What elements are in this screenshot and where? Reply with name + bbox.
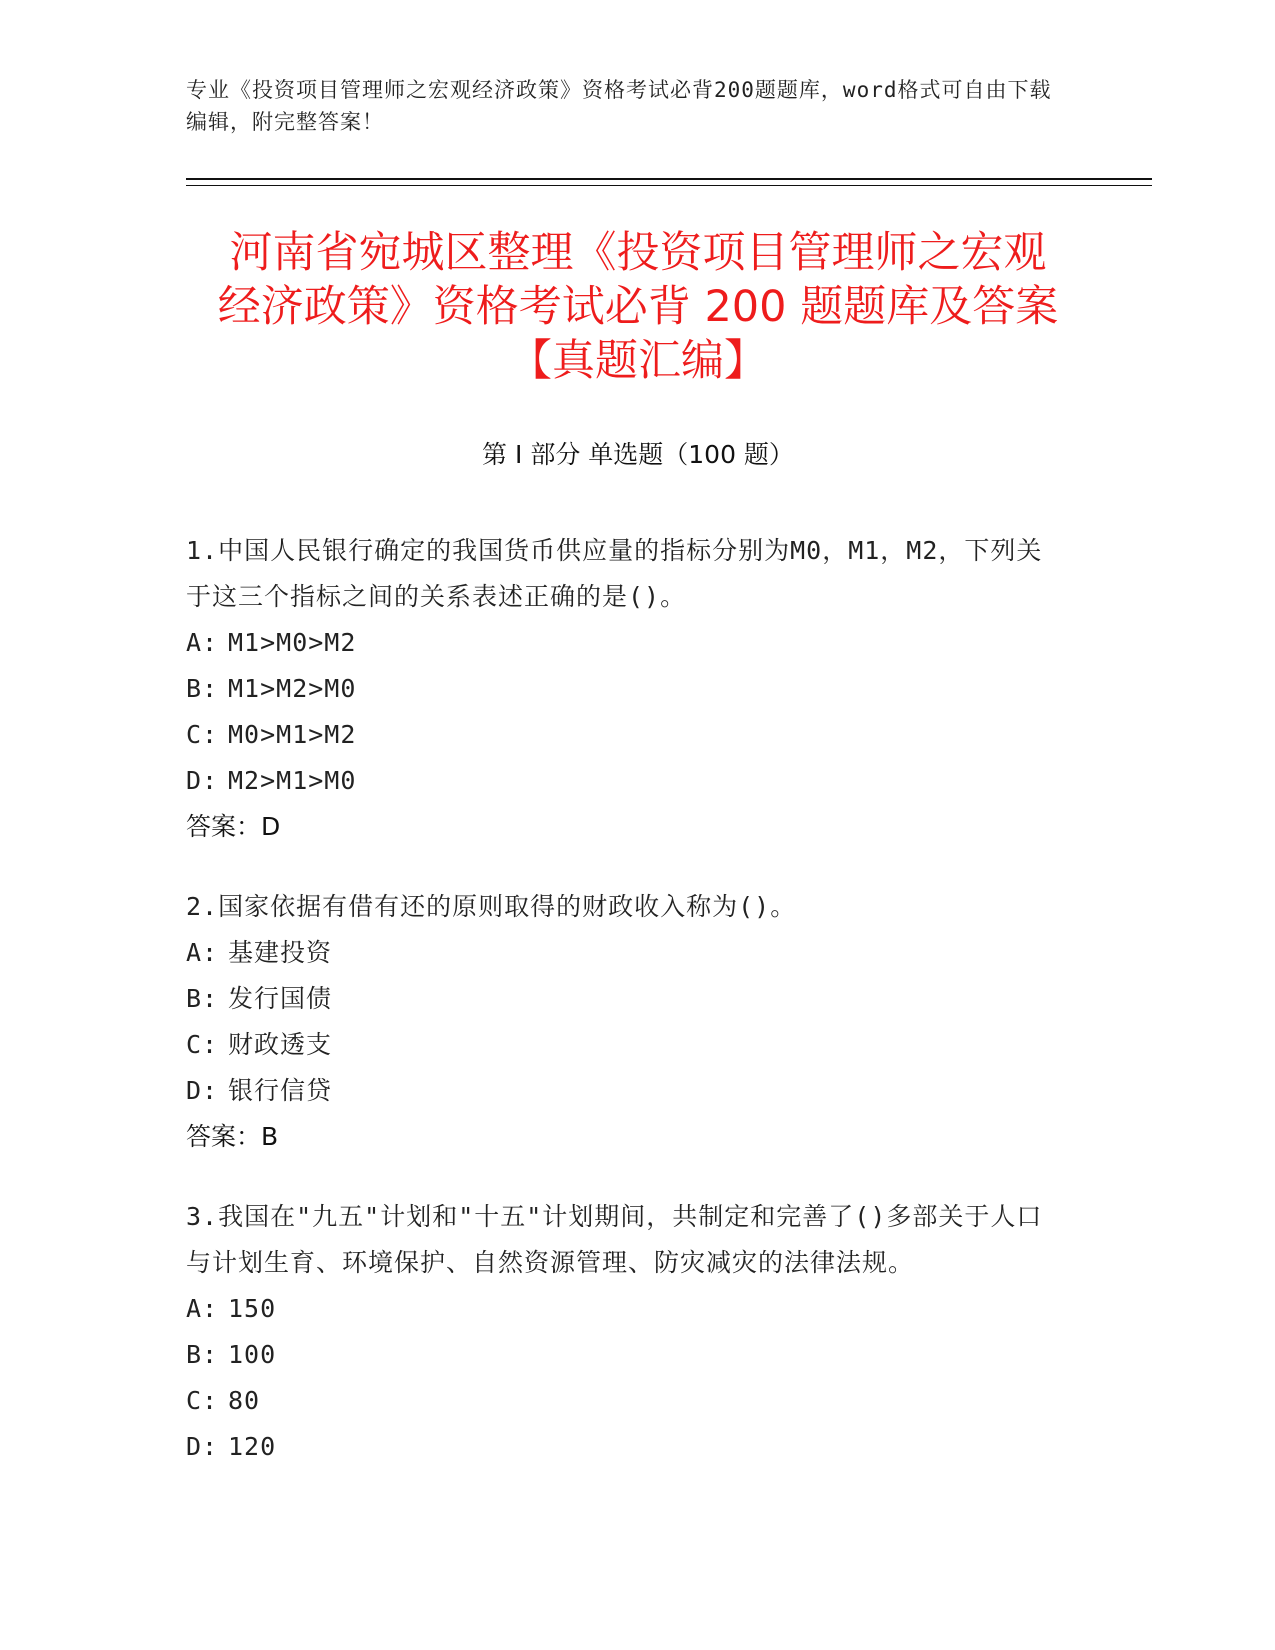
option-text: 发行国债 xyxy=(228,984,333,1013)
document-title xyxy=(186,226,1090,388)
title-line: 河南省宛城区整理《投资项目管理师之宏观 xyxy=(229,228,1047,278)
question-stem: 3.我国在"九五"计划和"十五"计划期间，共制定和完善了()多部关于人口与计划生育、环境保护、自然资源管理、防灾减灾的法律法规。 xyxy=(186,1202,1043,1277)
option-c xyxy=(186,712,1066,758)
option-letter: D: xyxy=(186,1432,219,1461)
option-c xyxy=(186,1378,1066,1424)
answer-line: 答案：D xyxy=(186,812,281,841)
question-stem: 2.国家依据有借有还的原则取得的财政收入称为()。 xyxy=(186,892,797,921)
option-b xyxy=(186,1332,1066,1378)
option-text: M0>M1>M2 xyxy=(228,720,357,749)
option-letter: A: xyxy=(186,628,219,657)
title-line: 【真题汇编】 xyxy=(509,336,767,386)
option-text: 120 xyxy=(228,1432,277,1461)
option-d xyxy=(186,1424,1066,1470)
option-letter: A: xyxy=(186,1294,219,1323)
option-letter: D: xyxy=(186,766,219,795)
title-line: 经济政策》资格考试必背 200 题题库及答案 xyxy=(217,282,1059,332)
option-text: M2>M1>M0 xyxy=(228,766,357,795)
header-divider-thick xyxy=(186,178,1152,180)
option-letter: D: xyxy=(186,1076,219,1105)
option-text: M1>M2>M0 xyxy=(228,674,357,703)
option-a xyxy=(186,620,1066,666)
question-stem: 1.中国人民银行确定的我国货币供应量的指标分别为M0，M1，M2，下列关于这三个指标之间的关系表述正确的是()。 xyxy=(186,536,1043,611)
answer-line: 答案：B xyxy=(186,1122,279,1151)
option-text: 150 xyxy=(228,1294,277,1323)
option-letter: C: xyxy=(186,720,219,749)
section-heading: 第 I 部分 单选题（100 题） xyxy=(482,440,794,469)
option-letter: B: xyxy=(186,984,219,1013)
option-letter: C: xyxy=(186,1030,219,1059)
option-text: 80 xyxy=(228,1386,261,1415)
question-3 xyxy=(186,1194,1066,1470)
question-1 xyxy=(186,528,1066,850)
option-a xyxy=(186,1286,1066,1332)
option-text: 基建投资 xyxy=(228,938,333,967)
option-letter: B: xyxy=(186,674,219,703)
intro-text: 专业《投资项目管理师之宏观经济政策》资格考试必背200题题库，word格式可自由下载编辑，附完整答案！ xyxy=(186,78,1052,134)
option-text: 银行信贷 xyxy=(228,1076,333,1105)
option-letter: C: xyxy=(186,1386,219,1415)
option-letter: B: xyxy=(186,1340,219,1369)
option-b xyxy=(186,976,1066,1022)
option-a xyxy=(186,930,1066,976)
option-text: 100 xyxy=(228,1340,277,1369)
option-d xyxy=(186,1068,1066,1114)
header-divider-thin xyxy=(186,185,1152,186)
option-b xyxy=(186,666,1066,712)
question-2 xyxy=(186,884,1066,1160)
question-list xyxy=(186,528,1066,1504)
option-text: 财政透支 xyxy=(228,1030,333,1059)
option-letter: A: xyxy=(186,938,219,967)
option-c xyxy=(186,1022,1066,1068)
option-d xyxy=(186,758,1066,804)
option-text: M1>M0>M2 xyxy=(228,628,357,657)
